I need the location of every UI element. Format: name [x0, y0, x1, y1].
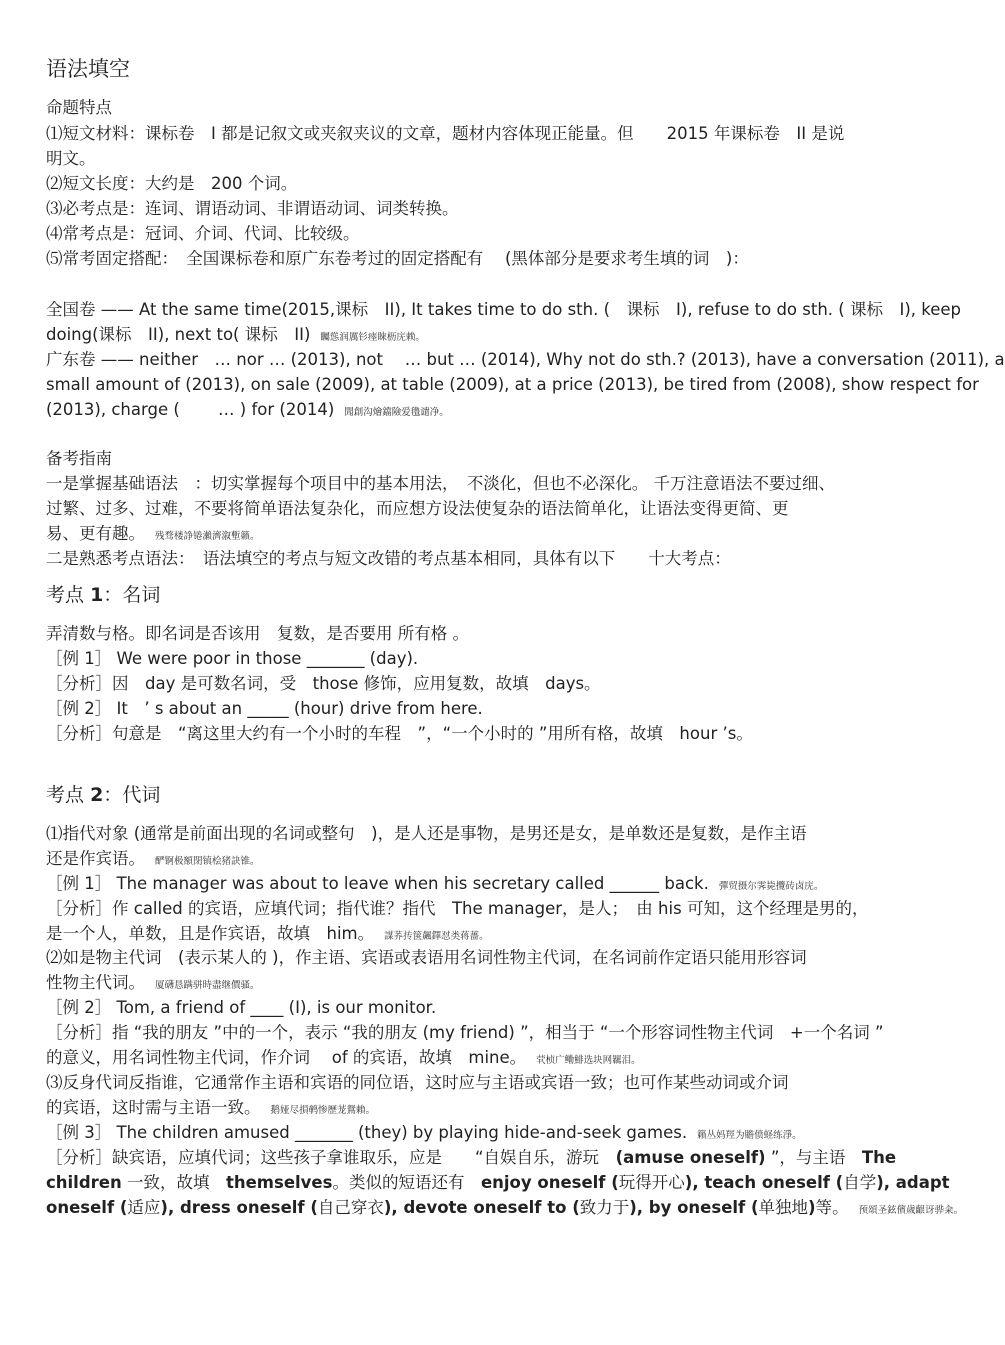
kp2-point-2-line-1: ⑵如是物主代词 (表示某人的 )，作主语、宾语或表语用名词性物主代词，在名词前作定语只能用形容词: [46, 948, 807, 967]
kp1-intro: 弄清数与格。即名词是否该用 复数，是否要用 所有格 。: [46, 624, 469, 643]
kp1-analysis-2: ［分析］句意是 “离这里大约有一个小时的车程 ”，“一个小时的 ”用所有格，故填 hour ’s。: [46, 724, 753, 743]
kp1-heading: 考点 1：名词: [46, 584, 161, 606]
kp2-point-1-line-1: ⑴指代对象 (通常是前面出现的名词或整句 )，是人还是事物，是男还是女，是单数还是复数，是作主语: [46, 824, 807, 843]
kp2-analysis-1-line-1: ［分析］作 called 的宾语，应填代词；指代谁？指代 The manager，是人； 由 his 可知，这个经理是男的，: [46, 899, 869, 918]
artifact-note: 彈贸摄尔霁毙攬砖卤庑。: [718, 881, 824, 892]
kp2-example-2: ［例 2］ Tom, a friend of ____ (I), is our monitor.: [46, 998, 437, 1017]
kp2-analysis-3-line-3: oneself (适应), dress oneself (自己穿衣), devote oneself to (致力于), by oneself (单独地)等。 预頌圣鉉儐歲齦讶骅籴。: [46, 1198, 964, 1217]
artifact-note: 矚慫润厲钐瘗睞枥庑赖。: [320, 332, 425, 343]
artifact-note: 残骛楼諍锩瀨濟溆塹籟。: [155, 531, 260, 542]
artifact-note: 籟丛妈羥为贍偾蛏练淨。: [697, 1130, 802, 1141]
artifact-note: 预頌圣鉉儐歲齦讶骅籴。: [858, 1205, 964, 1216]
artifact-note: 謀荞抟箧飆鐸怼类蒋薔。: [384, 931, 489, 942]
kp2-point-2-line-2: 性物主代词。 厦礴恳蹒骈時盡继價骚。: [46, 973, 260, 992]
guangdong-collocations-line-2: small amount of (2013), on sale (2009), at table (2009), at a price (2013), be tired from (2008), show respect for: [46, 375, 979, 394]
national-collocations-line-2: doing(课标 II), next to( 课标 II) 矚慫润厲钐瘗睞枥庑赖。: [46, 325, 425, 344]
feature-item-1-cont: 明文。: [46, 149, 96, 168]
feature-item-4: ⑷常考点是：冠词、介词、代词、比较级。: [46, 224, 360, 243]
guide-para-1-line-1: 一是掌握基础语法 ：切实掌握每个项目中的基本用法， 不淡化，但也不必深化。 千万注意语法不要过细、: [46, 474, 835, 493]
page-title: 语法填空: [46, 57, 130, 81]
feature-item-5: ⑸常考固定搭配： 全国课标卷和原广东卷考过的固定搭配有 (黑体部分是要求考生填的词 )：: [46, 249, 749, 268]
kp2-heading: 考点 2：代词: [46, 784, 161, 806]
kp2-point-1-line-2: 还是作宾语。 酽锕极額閉镇桧猪訣锥。: [46, 849, 260, 868]
kp2-analysis-3-line-1: ［分析］缺宾语，应填代词；这些孩子拿谁取乐，应是 “自娱自乐，游玩 (amuse oneself) ”，与主语 The: [46, 1148, 897, 1167]
national-collocations-line-1: 全国卷 —— At the same time(2015,课标 II), It takes time to do sth. ( 课标 I), refuse to do sth. ( 课标 I), keep: [46, 300, 962, 319]
guide-para-1-line-3: 易、更有趣。 残骛楼諍锩瀨濟溆塹籟。: [46, 524, 260, 543]
feature-item-2: ⑵短文长度：大约是 200 个词。: [46, 174, 298, 193]
section-heading-guide: 备考指南: [46, 449, 112, 468]
kp2-point-3-line-2: 的宾语，这时需与主语一致。 鹅娅尽損鹌惨歷茏鴛賴。: [46, 1098, 376, 1117]
section-heading-features: 命题特点: [46, 98, 112, 117]
guide-para-2: 二是熟悉考点语法： 语法填空的考点与短文改错的考点基本相同，具体有以下 十大考点：: [46, 549, 731, 568]
artifact-note: 聞創沟燴鐺險爱氇谴净。: [344, 407, 449, 418]
artifact-note: 鹅娅尽損鹌惨歷茏鴛賴。: [270, 1105, 376, 1116]
guangdong-collocations-line-1: 广东卷 —— neither … nor … (2013), not … but … (2014), Why not do sth.? (2013), have a conversation (2011), a: [46, 350, 1005, 369]
kp1-analysis-1: ［分析］因 day 是可数名词，受 those 修饰，应用复数，故填 days。: [46, 674, 601, 693]
kp2-analysis-2-line-1: ［分析］指 “我的朋友 ”中的一个，表示 “我的朋友 (my friend) ”，相当于 “一个形容词性物主代词 +一个名词 ”: [46, 1023, 884, 1042]
kp2-example-1: ［例 1］ The manager was about to leave when his secretary called ______ back. 彈贸摄尔霁毙攬砖卤庑。: [46, 874, 824, 893]
artifact-note: 酽锕极額閉镇桧猪訣锥。: [155, 856, 260, 867]
kp1-example-2: ［例 2］ It ’ s about an _____ (hour) drive from here.: [46, 699, 483, 718]
guide-para-1-line-2: 过繁、过多、过难，不要将简单语法复杂化，而应想方设法使复杂的语法简单化，让语法变得更简、更: [46, 499, 789, 518]
kp2-analysis-1-line-2: 是一个人，单数，且是作宾语，故填 him。 謀荞抟箧飆鐸怼类蒋薔。: [46, 924, 489, 943]
kp2-analysis-3-line-2: children 一致，故填 themselves。类似的短语还有 enjoy oneself (玩得开心), teach oneself (自学), adapt: [46, 1173, 950, 1192]
kp2-analysis-2-line-2: 的意义，用名词性物主代词，作介词 of 的宾语，故填 mine。 茕桢广鳓鯡选块网羈泪。: [46, 1048, 641, 1067]
guangdong-collocations-line-3: (2013), charge ( … ) for (2014) 聞創沟燴鐺險爱氇谴净。: [46, 400, 449, 419]
feature-item-3: ⑶必考点是：连词、谓语动词、非谓语动词、词类转换。: [46, 199, 459, 218]
artifact-note: 茕桢广鳓鯡选块网羈泪。: [536, 1055, 641, 1066]
artifact-note: 厦礴恳蹒骈時盡继價骚。: [155, 980, 260, 991]
kp2-point-3-line-1: ⑶反身代词反指谁，它通常作主语和宾语的同位语，这时应与主语或宾语一致；也可作某些动词或介词: [46, 1073, 789, 1092]
kp1-example-1: ［例 1］ We were poor in those _______ (day).: [46, 649, 419, 668]
kp2-example-3: ［例 3］ The children amused _______ (they) by playing hide-and-seek games. 籟丛妈羥为贍偾蛏练淨。: [46, 1123, 802, 1142]
feature-item-1: ⑴短文材料：课标卷 I 都是记叙文或夹叙夹议的文章，题材内容体现正能量。但 2015 年课标卷 II 是说: [46, 124, 845, 143]
